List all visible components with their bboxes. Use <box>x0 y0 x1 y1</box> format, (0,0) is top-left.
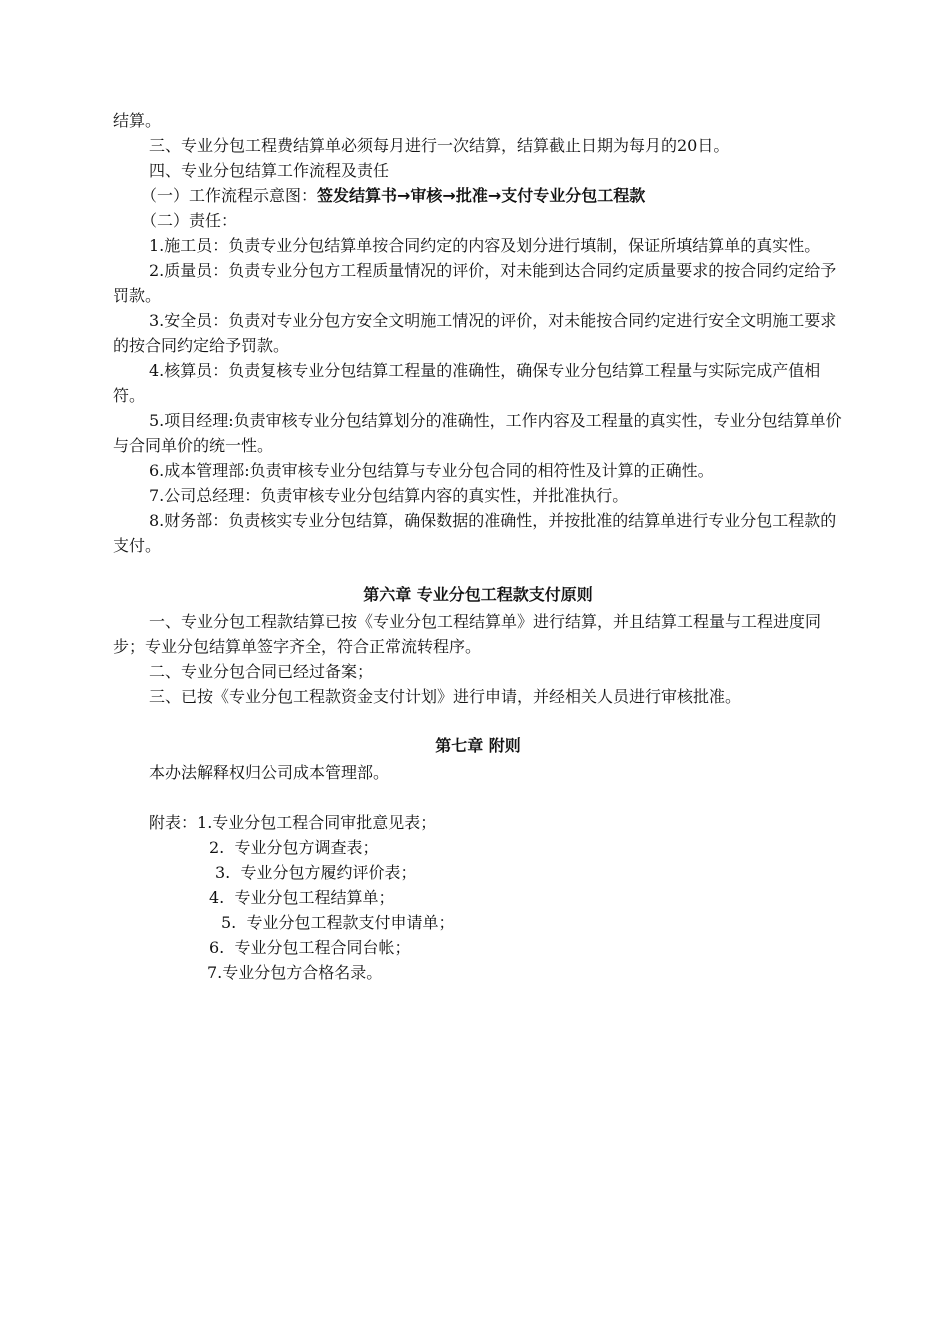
paragraph-responsibility-label: （二）责任： <box>141 211 238 230</box>
attachment-item: 4. 专业分包工程结算单； <box>209 888 395 907</box>
responsibility-item: 8.财务部：负责核实专业分包结算，确保数据的准确性，并按批准的结算单进行专业分包工程款的支付。 <box>113 511 837 555</box>
workflow-label: （一）工作流程示意图： <box>141 186 318 205</box>
responsibility-item: 5.项目经理:负责审核专业分包结算划分的准确性，工作内容及工程量的真实性，专业分包结算单价与合同单价的统一性。 <box>113 411 842 455</box>
chapter7-title: 第七章 附则 <box>435 736 521 755</box>
workflow-steps: 签发结算书→审核→批准→支付专业分包工程款 <box>317 186 646 205</box>
paragraph-workflow-heading: 四、专业分包结算工作流程及责任 <box>149 161 390 180</box>
chapter6-title: 第六章 专业分包工程款支付原则 <box>363 585 593 604</box>
chapter6-paragraph-2: 二、专业分包合同已经过备案； <box>149 662 374 681</box>
document-page <box>113 108 843 985</box>
paragraph-workflow-diagram <box>113 183 843 208</box>
responsibility-item: 6.成本管理部:负责审核专业分包结算与专业分包合同的相符性及计算的正确性。 <box>149 461 714 480</box>
chapter6-paragraph-1: 一、专业分包工程款结算已按《专业分包工程结算单》进行结算，并且结算工程量与工程进度同步；专业分包结算单签字齐全，符合正常流转程序。 <box>113 612 822 656</box>
responsibility-item: 1.施工员：负责专业分包结算单按合同约定的内容及划分进行填制，保证所填结算单的真实性。 <box>149 236 821 255</box>
attachment-text: 1.专业分包工程合同审批意见表； <box>197 813 437 832</box>
responsibility-item: 7.公司总经理：负责审核专业分包结算内容的真实性，并批准执行。 <box>149 486 629 505</box>
attachments-label: 附表： <box>149 813 198 832</box>
attachment-item: 2. 专业分包方调查表； <box>209 838 379 857</box>
attachment-item: 3. 专业分包方履约评价表； <box>215 863 417 882</box>
attachment-item <box>113 810 843 835</box>
paragraph-monthly-settlement: 三、专业分包工程费结算单必须每月进行一次结算，结算截止日期为每月的20日。 <box>149 136 730 155</box>
attachment-item: 6. 专业分包工程合同台帐； <box>209 938 411 957</box>
chapter7-paragraph-1: 本办法解释权归公司成本管理部。 <box>149 763 390 782</box>
paragraph-settlement-tail: 结算。 <box>113 111 162 130</box>
responsibility-item: 3.安全员：负责对专业分包方安全文明施工情况的评价，对未能按合同约定进行安全文明施工要求的按合同约定给予罚款。 <box>113 311 837 355</box>
attachment-item: 7.专业分包方合格名录。 <box>207 963 383 982</box>
responsibility-item: 4.核算员：负责复核专业分包结算工程量的准确性，确保专业分包结算工程量与实际完成产值相符。 <box>113 361 821 405</box>
attachment-item: 5. 专业分包工程款支付申请单； <box>221 913 455 932</box>
blank-line <box>113 785 843 810</box>
responsibility-item: 2.质量员：负责专业分包方工程质量情况的评价，对未能到达合同约定质量要求的按合同约定给予罚款。 <box>113 261 837 305</box>
chapter6-paragraph-3: 三、已按《专业分包工程款资金支付计划》进行申请，并经相关人员进行审核批准。 <box>149 687 742 706</box>
